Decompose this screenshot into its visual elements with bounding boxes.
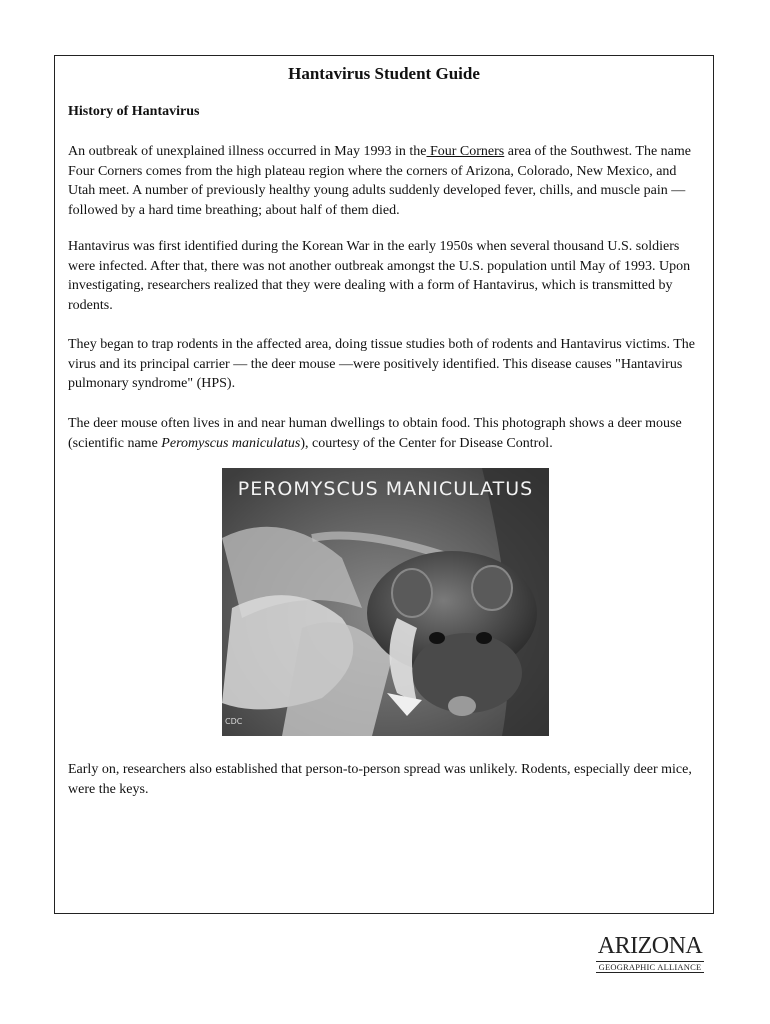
paragraph-deer-mouse: [68, 414, 702, 453]
section-title: History of Hantavirus: [68, 104, 200, 119]
paragraph-text: ), courtesy of the Center for Disease Control.: [300, 435, 553, 451]
paragraph-text: area of the Southwest. The name Four Corners comes from the high plateau region where the corners of Arizona, Colorado, New Mexico, and Utah meet. A number of previously healthy young adults suddenly developed fever, chills, and muscle pain — followed by a hard time breathing; about half of them died.: [68, 144, 691, 218]
paragraph-text: The deer mouse often lives in and near human dwellings to obtain food. This photograph shows a deer mouse (scientific name: [68, 416, 682, 451]
paragraph-outbreak: [68, 142, 702, 220]
paragraph-spread: Early on, researchers also established that person-to-person spread was unlikely. Rodents, especially deer mice, were the keys.: [68, 762, 692, 797]
paragraph-text: An outbreak of unexplained illness occurred in May 1993 in the: [68, 144, 427, 159]
page-title: Hantavirus Student Guide: [288, 64, 480, 83]
logo-wordmark: ARIZONA: [597, 933, 703, 959]
arizona-geographic-alliance-logo: [596, 933, 704, 975]
document-frame: [54, 55, 714, 914]
four-corners-link[interactable]: Four Corners: [426, 144, 505, 159]
deer-mouse-photo: [222, 468, 549, 736]
photo-caption: PEROMYSCUS MANICULATUS: [237, 478, 534, 500]
photo-credit: CDC: [225, 717, 243, 726]
scientific-name: Peromyscus maniculatus: [161, 435, 301, 451]
logo-subtitle: GEOGRAPHIC ALLIANCE: [596, 961, 704, 973]
deer-mouse-illustration: [222, 468, 549, 736]
paragraph-identification: They began to trap rodents in the affected area, doing tissue studies both of rodents and Hantavirus victims. The virus and its principal carrier — the deer mouse —were positively identified. This disease causes "Hantavirus pulmonary syndrome" (HPS).: [68, 337, 695, 391]
paragraph-history: Hantavirus was first identified during the Korean War in the early 1950s when several thousand U.S. soldiers were infected. After that, there was not another outbreak amongst the U.S. population until May of 1993. Upon investigating, researchers realized that they were dealing with a form of Hantavirus, which is transmitted by rodents.: [68, 239, 691, 313]
